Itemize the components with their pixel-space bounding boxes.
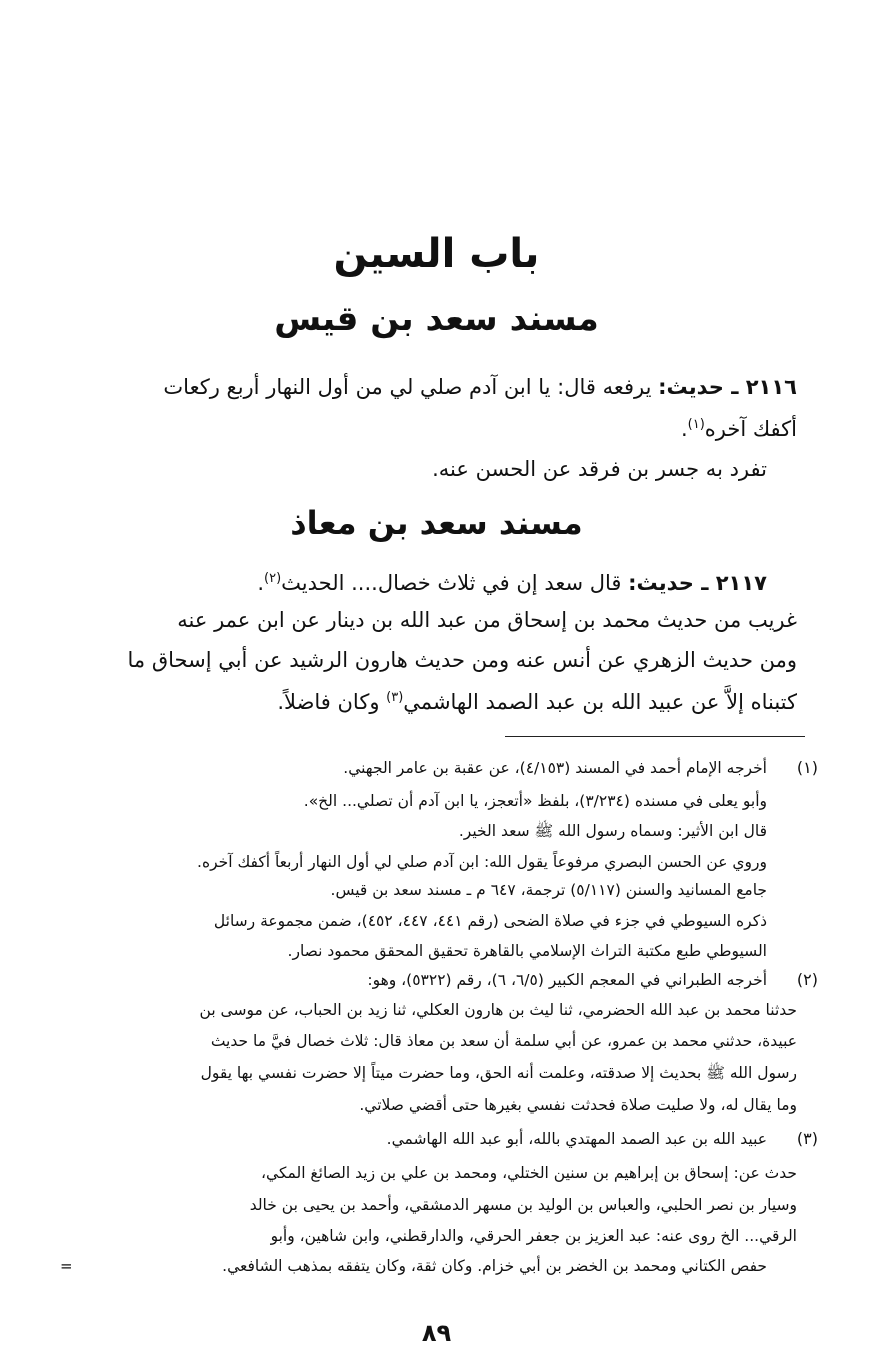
footnote-line: عبيد الله بن عبد الصمد المهتدي بالله، أبو عبد الله الهاشمي. [386, 1130, 767, 1148]
footnote-ref-1: (١) [687, 417, 705, 432]
footnote-line: الرقي... الخ روى عنه: عبد العزيز بن جعفر الحرقي، والدارقطني، وابن شاهين، وأبو [270, 1227, 797, 1245]
hadith-2116-number: ٢١١٦ ـ حديث: [658, 375, 797, 399]
footnote-line: أخرجه الطبراني في المعجم الكبير (٦/٥، ٦)، رقم (٥٣٢٢)، وهو: [367, 971, 767, 989]
hadith-2117-body-3b: وكان فاضلاً. [277, 690, 387, 714]
footnote-line: وروي عن الحسن البصري مرفوعاً يقول الله: ابن آدم صلي لي أول النهار أربعاً أكفك آخره. [197, 853, 767, 871]
hadith-2117-body-3 [277, 683, 797, 717]
footnote-line: حدثنا محمد بن عبد الله الحضرمي، ثنا ليث بن هارون العكلي، ثنا زيد بن الحباب، عن موسى بن [199, 1001, 797, 1019]
footnote-number-2: (٢) [796, 970, 818, 989]
footnote-line: جامع المسانيد والسنن (٥/١١٧) ترجمة، ٦٤٧ م ـ مسند سعد بن قيس. [330, 881, 767, 899]
hadith-2117-body-2: ومن حديث الزهري عن أنس عنه ومن حديث هارون الرشيد عن أبي إسحاق ما [127, 648, 797, 672]
hadith-2117-end: . [257, 571, 265, 595]
footnote-number-1: (١) [796, 758, 818, 777]
continuation-mark: = [60, 1257, 73, 1275]
footnote-line: حفص الكتاني ومحمد بن الخضر بن أبي خزام. وكان ثقة، وكان يتفقه بمذهب الشافعي. [222, 1257, 767, 1275]
hadith-2117-number: ٢١١٧ ـ حديث: [628, 571, 767, 595]
footnote-ref-2: (٢) [264, 571, 282, 586]
hadith-2117-line [257, 564, 767, 598]
footnote-line: أخرجه الإمام أحمد في المسند (٤/١٥٣)، عن عقبة بن عامر الجهني. [343, 759, 767, 777]
footnote-number-3: (٣) [796, 1129, 818, 1148]
footnote-line: السيوطي طبع مكتبة التراث الإسلامي بالقاهرة تحقيق المحقق محمود نصار. [287, 942, 767, 960]
footnote-line: رسول الله ﷺ بحديث إلا صدقته، وعلمت أنه الحق، وما حضرت ميتاً إلا حضرت نفسي بها يقول [200, 1064, 797, 1082]
footnote-line: قال ابن الأثير: وسماه رسول الله ﷺ سعد الخير. [458, 822, 767, 840]
hadith-2116-end: . [680, 417, 688, 441]
hadith-2116-line-1 [163, 372, 797, 402]
hadith-2117-body-3a: كتبناه إلاَّ عن عبيد الله بن عبد الصمد الهاشمي [403, 690, 797, 714]
footnote-separator [505, 736, 805, 737]
footnote-line: ذكره السيوطي في جزء في صلاة الضحى (رقم ٤٤١، ٤٤٧، ٤٥٢)، ضمن مجموعة رسائل [213, 912, 767, 930]
musnad-heading-saad-bin-qays: مسند سعد بن قيس [274, 299, 599, 339]
hadith-2117-text: قال سعد إن في ثلاث خصال.... الحديث [281, 571, 629, 595]
page-number: ٨٩ [421, 1319, 452, 1347]
footnote-line: وسيار بن نصر الحلبي، والعباس بن الوليد بن مسهر الدمشقي، وأحمد بن يحيى بن خالد [249, 1196, 797, 1214]
footnote-line: حدث عن: إسحاق بن إبراهيم بن سنين الختلي، ومحمد بن علي بن زيد الصائغ المكي، [261, 1164, 797, 1182]
hadith-2116-text: يرفعه قال: يا ابن آدم صلي لي من أول النهار أربع ركعات [163, 375, 659, 399]
musnad-heading-saad-bin-muadh: مسند سعد بن معاذ [290, 504, 583, 542]
footnote-ref-3: (٣) [386, 690, 404, 705]
footnote-line: عبيدة، حدثني محمد بن عمرو، عن أبي سلمة أن سعد بن معاذ قال: ثلاث خصال فيَّ ما حديث [210, 1032, 797, 1050]
footnote-line: وما يقال له، ولا صليت صلاة فحدثت نفسي بغيرها حتى أقضي صلاتي. [359, 1096, 797, 1114]
hadith-2116-line-2 [681, 410, 797, 444]
hadith-2117-body-1: غريب من حديث محمد بن إسحاق من عبد الله بن دينار عن ابن عمر عنه [177, 608, 797, 632]
chapter-title: باب السين [333, 231, 540, 277]
hadith-2116-note: تفرد به جسر بن فرقد عن الحسن عنه. [432, 457, 767, 481]
footnote-line: وأبو يعلى في مسنده (٣/٢٣٤)، بلفظ «أتعجز، يا ابن آدم أن تصلي... الخ». [303, 792, 767, 810]
hadith-2116-text-cont: أكفك آخره [704, 417, 797, 441]
